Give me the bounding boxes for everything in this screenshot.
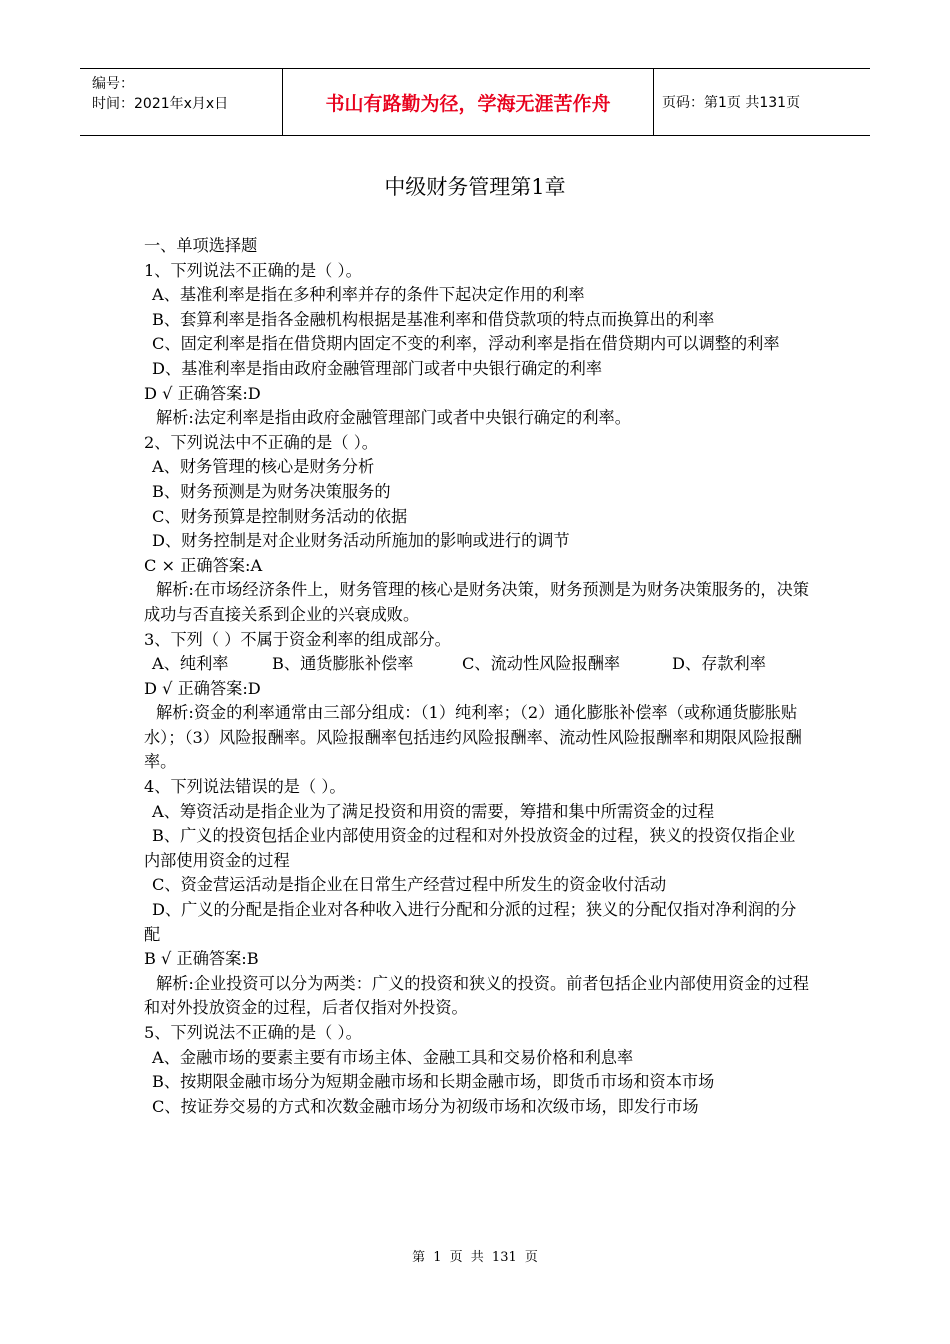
question-stem: 3、下列（ ）不属于资金利率的组成部分。 (144, 629, 451, 649)
option-a: A、基准利率是指在多种利率并存的条件下起决定作用的利率 (152, 285, 585, 305)
option-c: C、固定利率是指在借贷期内固定不变的利率，浮动利率是指在借贷期内可以调整的利率 (152, 334, 780, 354)
option-d: D、广义的分配是指企业对各种收入进行分配和分派的过程；狭义的分配仅指对净利润的分配 (144, 900, 797, 944)
document-title: 中级财务管理第1章 (384, 175, 566, 199)
question-stem: 4、下列说法错误的是（ ）。 (144, 777, 346, 797)
option-a: A、金融市场的要素主要有市场主体、金融工具和交易价格和利息率 (152, 1047, 634, 1067)
answer-line: C × 正确答案:A (144, 555, 263, 575)
option-c: C、流动性风险报酬率 (462, 654, 621, 674)
option-c: C、财务预算是控制财务活动的依据 (152, 506, 408, 526)
document-body (144, 234, 810, 1119)
option-d: D、基准利率是指由政府金融管理部门或者中央银行确定的利率 (152, 358, 603, 378)
question-stem: 2、下列说法中不正确的是（ ）。 (144, 432, 378, 452)
option-a: A、纯利率 (152, 654, 229, 674)
option-c: C、按证券交易的方式和次数金融市场分为初级市场和次级市场，即发行市场 (152, 1096, 699, 1116)
analysis-text: 解析:资金的利率通常由三部分组成：（1）纯利率；（2）通化膨胀补偿率（或称通货膨胀贴水）；（3）风险报酬率。风险报酬率包括违约风险报酬率、流动性风险报酬率和期限风险报酬率。 (144, 703, 802, 772)
option-b: B、广义的投资包括企业内部使用资金的过程和对外投放资金的过程，狭义的投资仅指企业内部使用资金的过程 (144, 826, 796, 870)
option-b: B、按期限金融市场分为短期金融市场和长期金融市场，即货币市场和资本市场 (152, 1072, 715, 1092)
question-stem: 5、下列说法不正确的是（ ）。 (144, 1023, 362, 1042)
header-meta (80, 69, 282, 135)
options-row (144, 652, 810, 677)
analysis-text: 解析:在市场经济条件上，财务管理的核心是财务决策，财务预测是为财务决策服务的，决策成功与否直接关系到企业的兴衰成败。 (144, 580, 809, 624)
analysis-text: 解析:法定利率是指由政府金融管理部门或者中央银行确定的利率。 (156, 408, 631, 428)
option-b: B、财务预测是为财务决策服务的 (152, 481, 391, 501)
analysis-text: 解析:企业投资可以分为两类：广义的投资和狭义的投资。前者包括企业内部使用资金的过程和对外投放资金的过程，后者仅指对外投资。 (144, 973, 809, 1018)
page-footer: 第 1 页 共 131 页 (412, 1250, 538, 1265)
answer-line: D √ 正确答案:D (144, 383, 261, 403)
section-heading: 一、单项选择题 (144, 236, 258, 255)
option-b: B、套算利率是指各金融机构根据是基准利率和借贷款项的特点而换算出的利率 (152, 309, 715, 329)
option-d: D、财务控制是对企业财务活动所施加的影响或进行的调节 (152, 531, 570, 551)
header-page-info: 页码：第1页 共131页 (662, 95, 801, 111)
date-label: 时间：2021年x月x日 (92, 96, 229, 112)
option-a: A、财务管理的核心是财务分析 (152, 457, 375, 477)
answer-line: B √ 正确答案:B (144, 949, 259, 969)
option-c: C、资金营运活动是指企业在日常生产经营过程中所发生的资金收付活动 (152, 875, 667, 895)
answer-line: D √ 正确答案:D (144, 678, 261, 698)
header-motto: 书山有路勤为径，学海无涯苦作舟 (282, 69, 654, 135)
option-a: A、筹资活动是指企业为了满足投资和用资的需要，筹措和集中所需资金的过程 (152, 801, 715, 821)
serial-label: 编号： (92, 76, 134, 92)
option-b: B、通货膨胀补偿率 (272, 654, 414, 674)
question-stem: 1、下列说法不正确的是（ ）。 (144, 260, 362, 280)
header-table (80, 68, 870, 136)
option-d: D、存款利率 (672, 654, 766, 674)
